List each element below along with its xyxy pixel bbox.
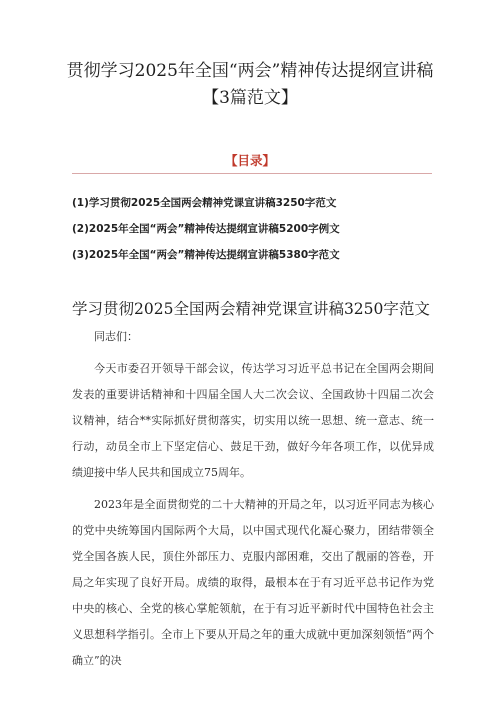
toc-heading: 【目录】 bbox=[224, 153, 275, 168]
toc-list bbox=[72, 190, 452, 268]
document-title-line-2: 【3篇范文】 bbox=[202, 88, 298, 108]
body-paragraph-1: 今天市委召开领导干部会议，传达学习习近平总书记在全国两会期间发表的重要讲话精神和十四届全国人大二次会议、全国政协十四届二次会议精神，结合**实际抓好贯彻落实，切实用以统一思想、统一意志、统一行动，动员全市上下坚定信心、鼓足干劲，做好今年各项工作，以优异成绩迎接中华人民共和国成立75周年。 bbox=[72, 362, 434, 479]
toc-item-2[interactable]: (2)2025年全国“两会”精神传达提纲宣讲稿5200字例文 bbox=[72, 223, 340, 235]
toc-divider bbox=[72, 173, 432, 174]
document-title-line-1: 贯彻学习2025年全国“两会”精神传达提纲宣讲稿 bbox=[66, 61, 434, 81]
toc-item-1[interactable]: (1)学习贯彻2025全国两会精神党课宣讲稿3250字范文 bbox=[72, 197, 337, 209]
body-paragraph-2: 2023年是全面贯彻党的二十大精神的开局之年，以习近平同志为核心的党中央统筹国内国际两个大局，以中国式现代化凝心聚力，团结带领全党全国各族人民，顶住外部压力、克服内部困难，交出了靓丽的答卷，开局之年实现了良好开局。成绩的取得，最根本在于有习近平总书记作为党中央的核心、全党的核心掌舵领航，在于有习近平新时代中国特色社会主义思想科学指引。全市上下要从开局之年的重大成就中更加深刻领悟“两个确立”的决 bbox=[72, 498, 434, 667]
section-title: 学习贯彻2025全国两会精神党课宣讲稿3250字范文 bbox=[72, 300, 430, 318]
salutation: 同志们： bbox=[94, 330, 138, 343]
section-body bbox=[72, 324, 434, 674]
document-title bbox=[40, 58, 460, 112]
toc-item-3[interactable]: (3)2025年全国“两会”精神传达提纲宣讲稿5380字范文 bbox=[72, 249, 340, 261]
